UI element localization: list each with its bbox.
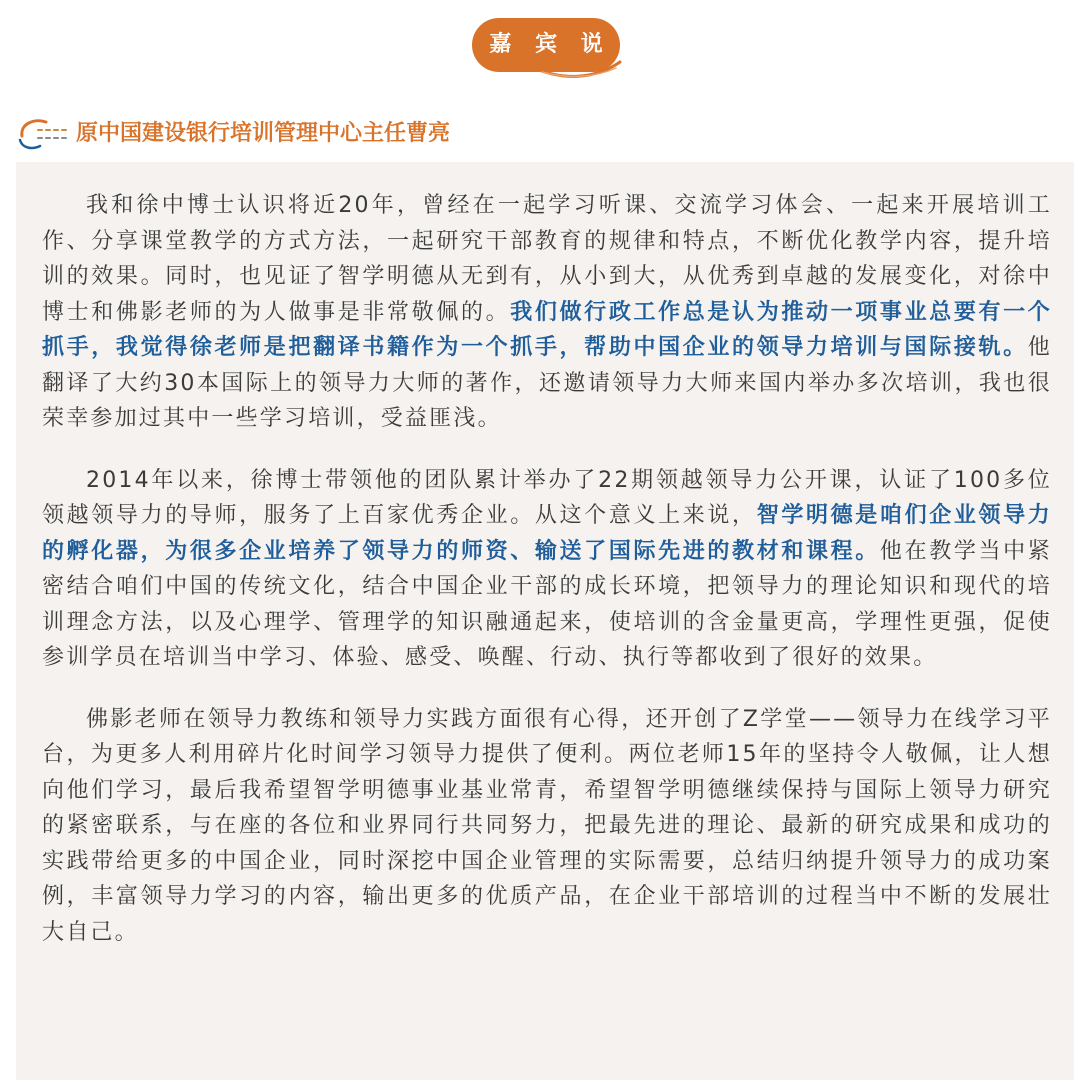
paragraph-highlight: 我们做行政工作总是认为推动一项事业总要有一个抓手，我觉得徐老师是把翻译书籍作为一个抓手，帮助中国企业的领导力培训与国际接轨。 [42,299,1052,360]
paragraph-text: 他在教学当中紧密结合咱们中国的传统文化，结合中国企业干部的成长环境，把领导力的理论知识和现代的培训理念方法，以及心理学、管理学的知识融通起来，使培训的含金量更高，学理性更强，促使参训学员在培训当中学习、体验、感受、唤醒、行动、执行等都收到了很好的效果。 [42,538,1052,670]
paragraph [42,463,1052,676]
section-badge-label: 嘉 宾 说 [472,18,620,72]
quote-content [42,188,1052,976]
paragraph-text: 我和徐中博士认识将近20年，曾经在一起学习听课、交流学习体会、一起来开展培训工作、分享课堂教学的方式方法，一起研究干部教育的规律和特点，不断优化教学内容，提升培训的效果。同时，也见证了智学明德从无到有，从小到大，从优秀到卓越的发展变化，对徐中博士和佛影老师的为人做事是非常敬佩的。 [42,193,1052,325]
section-badge [472,18,624,80]
speaker-heading [16,112,450,156]
paragraph-text: 2014年以来，徐博士带领他的团队累计举办了22期领越领导力公开课，认证了100多位领越领导力的导师，服务了上百家优秀企业。从这个意义上来说， [42,467,1052,528]
badge-swoosh-icon [532,58,624,80]
speaker-name: 原中国建设银行培训管理中心主任曹亮 [76,121,451,146]
brand-logo-icon [16,114,72,154]
paragraph-highlight: 智学明德是咱们企业领导力的孵化器，为很多企业培养了领导力的师资、输送了国际先进的教材和课程。 [42,503,1052,564]
paragraph [42,188,1052,437]
paragraph-text: 佛影老师在领导力教练和领导力实践方面很有心得，还开创了Z学堂——领导力在线学习平台，为更多人利用碎片化时间学习领导力提供了便利。两位老师15年的坚持令人敬佩，让人想向他们学习，最后我希望智学明德事业基业常青，希望智学明德继续保持与国际上领导力研究的紧密联系，与在座的各位和业界同行共同努力，把最先进的理论、最新的研究成果和成功的实践带给更多的中国企业，同时深挖中国企业管理的实际需要，总结归纳提升领导力的成功案例，丰富领导力学习的内容，输出更多的优质产品，在企业干部培训的过程当中不断的发展壮大自己。 [42,706,1052,945]
paragraph-text: 他翻译了大约30本国际上的领导力大师的著作，还邀请领导力大师来国内举办多次培训，我也很荣幸参加过其中一些学习培训，受益匪浅。 [42,335,1052,431]
paragraph [42,702,1052,951]
